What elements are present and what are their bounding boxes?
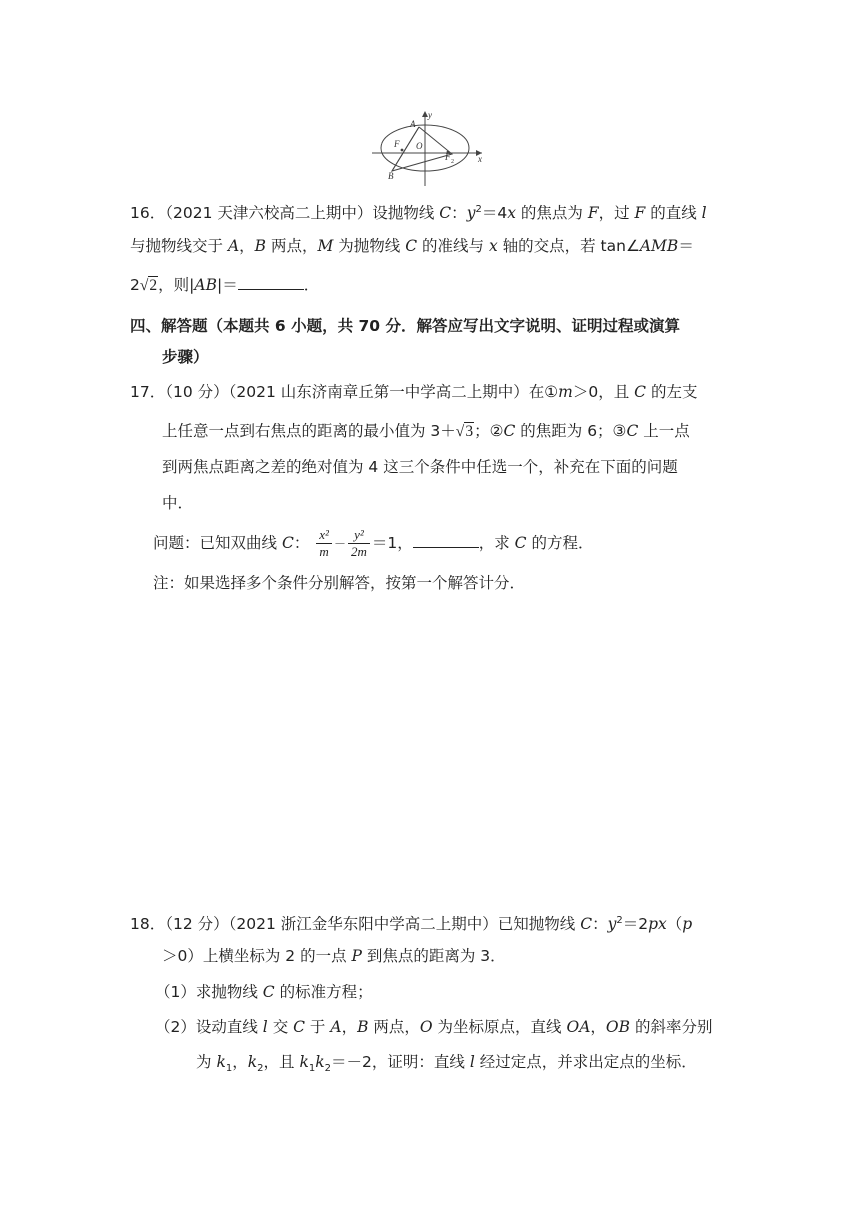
denominator: 2m — [350, 544, 367, 559]
q17-source: （2021 山东济南章丘第一中学高二上期中） — [228, 383, 529, 401]
q17-text: ＝1， — [371, 534, 413, 552]
var-c: C — [293, 1018, 305, 1036]
var-ob: OB — [605, 1018, 631, 1036]
label-b: B — [388, 171, 394, 181]
var-c: C — [262, 983, 275, 1001]
var-l: l — [701, 204, 707, 223]
label-o: O — [416, 141, 423, 151]
var-oa: OA — [566, 1018, 591, 1036]
q17-note: 注：如果选择多个条件分别解答，按第一个解答计分． — [153, 574, 526, 592]
q18-text: ： — [592, 915, 608, 934]
q18-part-1 — [155, 981, 373, 1003]
q18-line-1 — [130, 910, 692, 935]
q16-source: （2021 天津六校高二上期中） — [165, 204, 373, 223]
section-title: 四、解答题（本题共 6 小题，共 70 分．解答应写出文字说明、证明过程或演算 — [130, 317, 680, 335]
q17-line-4: 中． — [162, 494, 194, 512]
var-l: l — [469, 1053, 475, 1071]
q16-text: 与抛物线交于 — [130, 237, 228, 255]
numerator: y² — [348, 527, 370, 544]
var-k: k — [315, 1053, 325, 1071]
q16-text: ，过 — [598, 204, 635, 223]
q17-text: 上一点 — [638, 422, 690, 440]
q16-text: 2 — [130, 276, 140, 294]
label-x: x — [478, 154, 482, 164]
var-x: x — [507, 204, 516, 223]
q16-text: 两点， — [266, 237, 318, 255]
q16-text: ， — [239, 237, 255, 255]
var-k: k — [247, 1053, 258, 1071]
q18-text: 已知抛物线 — [497, 915, 581, 934]
var-x: x — [488, 237, 498, 255]
ellipse-figure — [372, 108, 490, 188]
fraction-y2-2m — [348, 527, 370, 560]
q16-text: 的直线 — [645, 204, 702, 223]
q17-text: ＞0，且 — [572, 383, 635, 401]
q18-text: 到焦点的距离为 3． — [361, 947, 506, 965]
q18-text: 交 — [267, 1018, 294, 1036]
var-amb: AMB — [639, 237, 679, 255]
var-y: y — [607, 915, 617, 934]
numerator: x² — [316, 527, 332, 544]
q18-text: ＝－2，证明：直线 — [331, 1053, 470, 1071]
q16-text: 的焦点为 — [515, 204, 588, 223]
subscript: 2 — [324, 1063, 332, 1075]
q18-text: ， — [590, 1018, 606, 1036]
q18-part-2 — [155, 1016, 712, 1038]
sqrt-2: √2 — [139, 277, 158, 294]
var-c: C — [634, 383, 647, 401]
q18-text: 于 — [305, 1018, 331, 1036]
exponent: 2 — [616, 915, 623, 926]
q18-text: 为 — [196, 1053, 217, 1071]
var-p-upper: P — [351, 947, 362, 965]
q18-score: （12 分） — [165, 915, 229, 934]
var-c: C — [514, 534, 527, 552]
subscript: 2 — [257, 1063, 264, 1075]
var-px: px — [648, 915, 667, 934]
q17-text: ，求 — [478, 534, 515, 552]
var-c: C — [405, 237, 418, 255]
var-c: C — [439, 204, 452, 223]
q17-score: （10 分） — [165, 383, 229, 401]
q16-text: ＝4 — [481, 204, 508, 223]
q17-text: 的焦距为 6；③ — [515, 422, 627, 440]
subscript: 1 — [225, 1063, 233, 1075]
label-y: y — [428, 110, 432, 120]
q16-line-3 — [130, 274, 319, 297]
minus-sign: － — [333, 537, 346, 551]
q16-line-2 — [130, 235, 694, 257]
q18-text: ＞0）上横坐标为 2 的一点 — [162, 947, 352, 965]
var-c: C — [626, 422, 639, 440]
label-f2: F — [445, 152, 451, 162]
var-a: A — [330, 1018, 342, 1036]
q18-text: （1）求抛物线 — [155, 983, 263, 1001]
label-f2-sub: 2 — [451, 159, 454, 165]
q17-line-3: 到两焦点距离之差的绝对值为 4 这三个条件中任选一个，补充在下面的问题 — [162, 458, 678, 476]
var-b: B — [357, 1018, 369, 1036]
q16-text: ，则| — [158, 276, 195, 294]
q17-text: ；② — [474, 422, 504, 440]
q18-text: （ — [666, 915, 683, 934]
answer-blank[interactable] — [238, 275, 304, 290]
var-l: l — [262, 1018, 268, 1036]
q18-text: ＝2 — [622, 915, 649, 934]
q16-number: 16． — [130, 204, 166, 223]
q18-text: 两点， — [368, 1018, 420, 1036]
exponent: 2 — [475, 204, 482, 215]
q18-source: （2021 浙江金华东阳中学高二上期中） — [228, 915, 498, 934]
var-m: M — [317, 237, 334, 255]
q16-text: ＝ — [678, 237, 694, 255]
q18-text: 的斜率分别 — [630, 1018, 713, 1036]
q16-line-1 — [130, 199, 707, 224]
var-y: y — [466, 204, 476, 223]
var-o: O — [419, 1018, 433, 1036]
q16-text: ． — [303, 276, 320, 294]
q16-text: 轴的交点，若 tan∠ — [497, 237, 640, 255]
label-f1: F — [394, 139, 400, 149]
q16-text: ： — [451, 204, 467, 223]
var-c: C — [503, 422, 516, 440]
sqrt-3: √3 — [455, 423, 474, 440]
q18-line-4 — [196, 1051, 697, 1080]
var-p: p — [682, 915, 693, 934]
focus-f1 — [401, 149, 404, 152]
q16-text: 为抛物线 — [333, 237, 406, 255]
label-a: A — [410, 119, 416, 129]
q17-text: 的方程． — [526, 534, 594, 552]
var-b: B — [254, 237, 267, 255]
var-k: k — [216, 1053, 226, 1071]
denominator: m — [319, 544, 329, 559]
q16-text: 设抛物线 — [372, 204, 440, 223]
q16-text: 的准线与 — [417, 237, 489, 255]
var-c: C — [281, 534, 294, 552]
q18-text: ， — [341, 1018, 358, 1036]
q18-number: 18． — [130, 915, 166, 934]
q18-line-2 — [162, 945, 506, 967]
q17-text: ： — [293, 534, 310, 552]
q17-problem — [153, 525, 593, 562]
q18-text: 经过定点，并求出定点的坐标． — [474, 1053, 697, 1071]
var-ab: AB — [194, 276, 217, 294]
radicand: 2 — [149, 277, 158, 294]
q17-text: 的左支 — [646, 383, 698, 401]
q18-text: ， — [232, 1053, 248, 1071]
q18-text: （2）设动直线 — [155, 1018, 263, 1036]
var-c: C — [580, 915, 593, 934]
q17-line-1 — [130, 381, 697, 403]
condition-blank[interactable] — [413, 533, 479, 548]
q16-text: |＝ — [216, 276, 238, 294]
q18-text: 为坐标原点，直线 — [432, 1018, 567, 1036]
radicand: 3 — [465, 423, 474, 440]
q18-text: 的标准方程； — [274, 983, 373, 1001]
var-f: F — [634, 204, 646, 223]
q17-text: 问题：已知双曲线 — [153, 534, 282, 552]
section-title-cont: 步骤） — [162, 348, 209, 366]
var-k: k — [299, 1053, 309, 1071]
q18-text: ，且 — [263, 1053, 300, 1071]
var-a: A — [227, 237, 240, 255]
fraction-x2-m — [316, 527, 332, 560]
var-m: m — [558, 383, 573, 401]
q17-line-2 — [162, 420, 690, 443]
subscript: 1 — [308, 1063, 316, 1075]
q17-text: 上任意一点到右焦点的距离的最小值为 3＋ — [162, 422, 456, 440]
q17-number: 17． — [130, 383, 166, 401]
var-f: F — [587, 204, 599, 223]
q17-text: 在① — [528, 383, 559, 401]
